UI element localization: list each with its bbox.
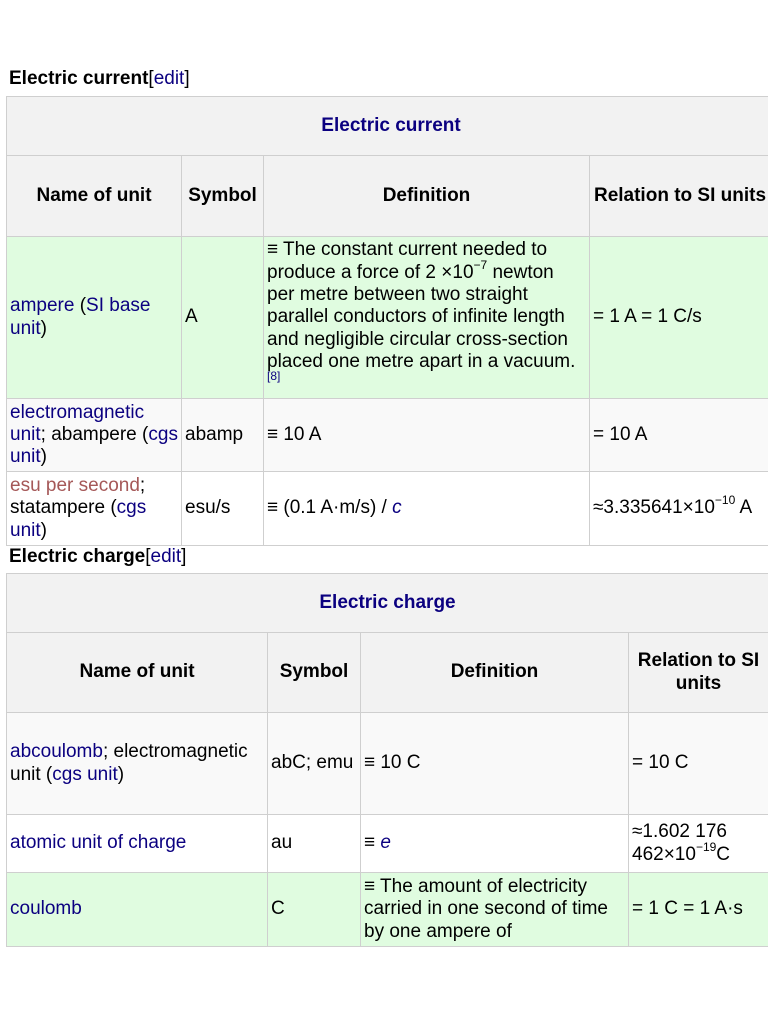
unit-name-cell: esu per second; statampere (cgs unit) [7,472,182,546]
electric-charge-table [6,573,768,947]
unit-symbol-cell: abC; emu [268,713,361,815]
section-title: Electric charge [9,546,146,567]
unit-link-cgs-unit[interactable]: cgs unit [10,497,147,541]
unit-name-cell [7,815,268,873]
unit-relation-cell: = 1 A = 1 C/s [590,237,768,399]
table-row [7,713,768,815]
column-header-relation: Relation to SI units [629,633,768,713]
column-header-definition: Definition [264,156,590,237]
table-row [7,873,768,947]
unit-name-cell: abcoulomb; electromagnetic unit (cgs unit) [7,713,268,815]
unit-relation-cell: $\approx 3.335641\times 10^{-10}$ A [590,472,768,546]
column-header-name: Name of unit [7,633,268,713]
section-title: Electric current [9,68,149,89]
column-header-symbol: Symbol [182,156,264,237]
unit-link-cgs-unit[interactable]: cgs unit [10,423,178,468]
unit-symbol-cell: abamp [182,399,264,472]
unit-name-cell: ampere (SI base unit) [7,237,182,399]
edit-link[interactable]: edit [153,68,185,89]
column-header-name: Name of unit [7,156,182,237]
section-heading-electric-charge: Electric charge[edit] [9,546,187,567]
table-row [7,815,768,873]
unit-link-si-base-unit[interactable]: SI base unit [10,295,151,339]
elementary-charge-symbol: e [380,832,391,854]
unit-symbol-cell: C [268,873,361,947]
table-row [7,472,768,546]
unit-link-electromagnetic-unit[interactable]: electromagnetic unit [10,401,145,445]
unit-link-esu-per-second[interactable]: esu per second [10,475,140,497]
section-heading-electric-current: Electric current[edit] [9,68,190,89]
unit-relation-cell: = 10 A [590,399,768,472]
unit-relation-cell: = 10 C [629,713,768,815]
unit-definition-cell: ≡ 10 A [264,399,590,472]
unit-symbol-cell: A [182,237,264,399]
column-header-definition: Definition [361,633,629,713]
unit-name-cell [7,873,268,947]
edit-link[interactable]: edit [150,546,182,567]
table-caption: Electric charge [7,574,768,633]
table-row [7,237,768,399]
unit-name-cell: electromagnetic unit; abampere (cgs unit) [7,399,182,472]
unit-link-atomic-unit-of-charge[interactable]: atomic unit of charge [10,832,187,854]
unit-definition-cell: ≡ e [361,815,629,873]
table-caption: Electric current [7,97,768,156]
unit-definition-cell: ≡ The amount of electricity carried in one second of time by one ampere of [361,873,629,947]
unit-symbol-cell: au [268,815,361,873]
unit-symbol-cell: esu/s [182,472,264,546]
unit-definition-cell: ≡ The constant current needed to produce a force of $2 \times 10^{-7}$ newton per metre between two straight parallel conductors of infinite length and negligible circular cross-section placed one metre apart in a vacuum.[8] [264,237,590,399]
unit-link-ampere[interactable]: ampere [10,295,75,317]
unit-definition-cell: ≡ (0.1 A·m/s) / c [264,472,590,546]
column-header-relation: Relation to SI units [590,156,768,237]
unit-link-abcoulomb[interactable]: abcoulomb [10,741,103,763]
unit-definition-cell: ≡ 10 C [361,713,629,815]
unit-relation-cell: ≈1.602 176 $462\times 10^{-19}C$ [629,815,768,873]
speed-of-light-symbol: c [392,497,402,519]
unit-relation-cell: = 1 C = 1 A·s [629,873,768,947]
reference-link[interactable]: [8] [267,369,281,384]
electric-current-table [6,96,768,546]
table-row [7,399,768,472]
unit-link-coulomb[interactable]: coulomb [10,898,82,920]
column-header-symbol: Symbol [268,633,361,713]
unit-link-cgs-unit[interactable]: cgs unit [52,763,118,785]
